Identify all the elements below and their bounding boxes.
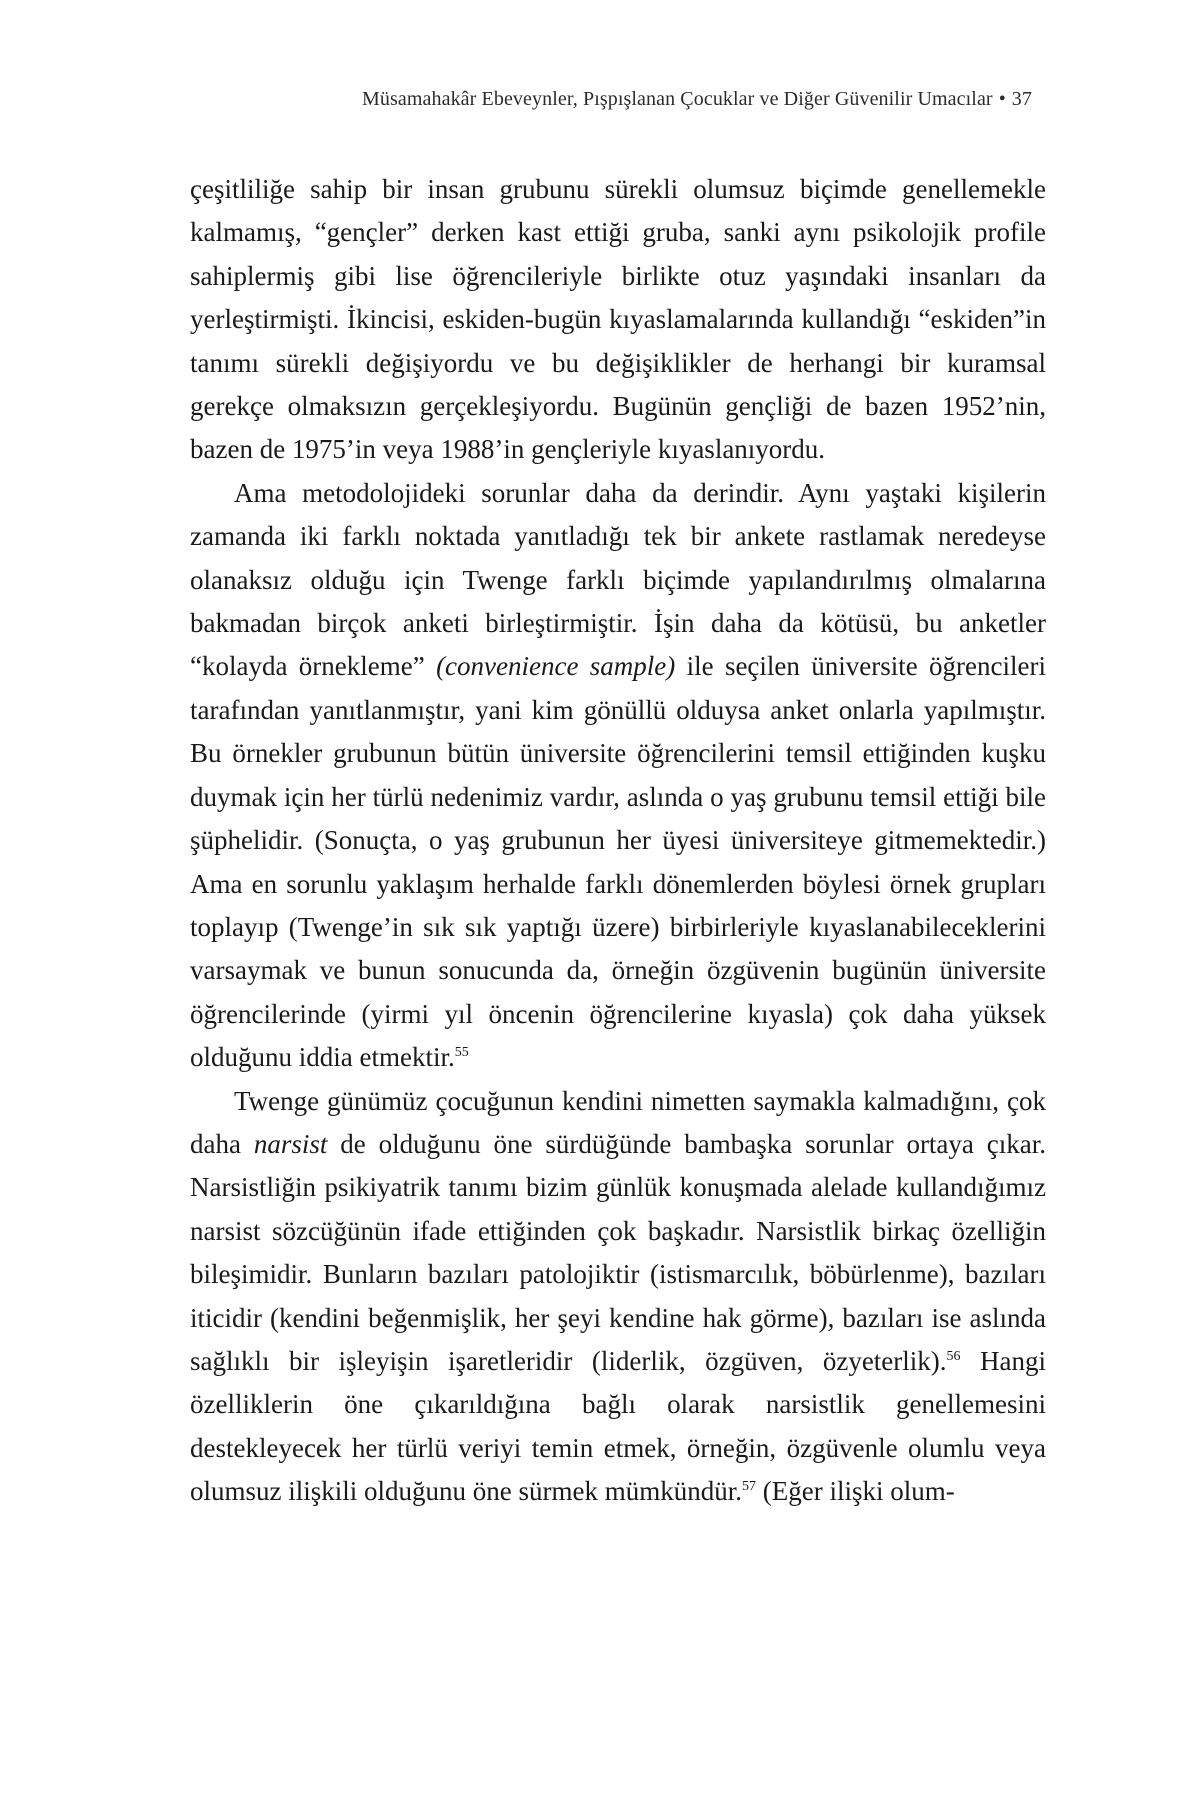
footnote-ref-56[interactable]: 56 (946, 1348, 961, 1364)
paragraph-text: (Eğer ilişki olum- (755, 1476, 955, 1507)
header-bullet: • (998, 88, 1006, 110)
italic-term: narsist (253, 1128, 328, 1159)
running-header (362, 88, 1032, 111)
paragraph-text: Twenge günümüz çocuğunun kendini nimetten saymakla kalmadığını, çok daha (190, 1085, 1046, 1159)
footnote-ref-57[interactable]: 57 (741, 1479, 756, 1495)
paragraph-text: Hangi özelliklerin öne çıkarıldığına bağlı olarak narsistlik genellemesini destekleyecek her türlü veriyi temin etmek, örneğin, özgüvenle olumlu veya olumsuz ilişkili olduğunu öne sürmek mümkündür. (190, 1345, 1047, 1507)
footnote-ref-55[interactable]: 55 (454, 1045, 469, 1061)
paragraph-narcissism (190, 1080, 1046, 1514)
paragraph-methodology (190, 472, 1046, 1080)
page-body (190, 168, 1046, 1514)
running-title: Müsamahakâr Ebeveynler, Pışpışlanan Çocuklar ve Diğer Güvenilir Umacılar (362, 88, 993, 110)
page-number: 37 (1011, 88, 1032, 110)
paragraph-text: de olduğunu öne sürdüğünde bambaşka sorunlar ortaya çıkar. Narsistliğin psikiyatrik tanımı bizim günlük konuşmada alelade kullandığımız narsist sözcüğünün ifade ettiğinden çok başkadır. Narsistlik birkaç özelliğin bileşimidir. Bunların bazıları patolojiktir (istismarcılık, böbürlenme), bazıları iticidir (kendini beğenmişlik, her şeyi kendine hak görme), bazıları ise aslında sağlıklı bir işleyişin işaretleridir (liderlik, özgüven, özyeterlik). (190, 1128, 1047, 1376)
paragraph-text: çeşitliliğe sahip bir insan grubunu sürekli olumsuz biçimde genellemekle kalmamış, “gençler” derken kast ettiği gruba, sanki aynı psikolojik profile sahiplermiş gibi lise öğrencileriyle birlikte otuz yaşındaki insanları da yerleştirmişti. İkincisi, eskiden-bugün kıyaslamalarında kullandığı “eskiden”in tanımı sürekli değişiyordu ve bu değişiklikler de herhangi bir kuramsal gerekçe olmaksızın gerçekleşiyordu. Bugünün gençliği de bazen 1952’nin, bazen de 1975’in veya 1988’in gençleriyle kıyaslanıyordu. (190, 174, 1046, 465)
italic-term: (convenience sample) (436, 651, 676, 682)
paragraph-text: Ama metodolojideki sorunlar daha da derindir. Aynı yaştaki kişilerin zamanda iki farklı noktada yanıtladığı tek bir ankete rastlamak neredeyse olanaksız olduğu için Twenge farklı biçimde yapılandırılmış olmalarına bakmadan birçok anketi birleştirmiştir. İşin daha da kötüsü, bu anketler “kolayda örnekleme” (190, 477, 1046, 682)
paragraph-text: ile seçilen üniversite öğrencileri tarafından yanıtlanmıştır, yani kim gönüllü olduysa anket onlarla yapılmıştır. Bu örnekler grubunun bütün üniversite öğrencilerini temsil ettiğinden kuşku duymak için her türlü nedenimiz vardır, aslında o yaş grubunu temsil ettiği bile şüphelidir. (Sonuçta, o yaş grubunun her üyesi üniversiteye gitmemektedir.) Ama en sorunlu yaklaşım herhalde farklı dönemlerden böylesi örnek grupları toplayıp (Twenge’in sık sık yaptığı üzere) birbirleriyle kıyaslanabileceklerini varsaymak ve bunun sonucunda da, örneğin özgüvenin bugünün üniversite öğrencilerinde (yirmi yıl öncenin öğrencilerine kıyasla) çok daha yüksek olduğunu iddia etmektir. (190, 651, 1046, 1073)
paragraph-continuation (190, 168, 1046, 472)
